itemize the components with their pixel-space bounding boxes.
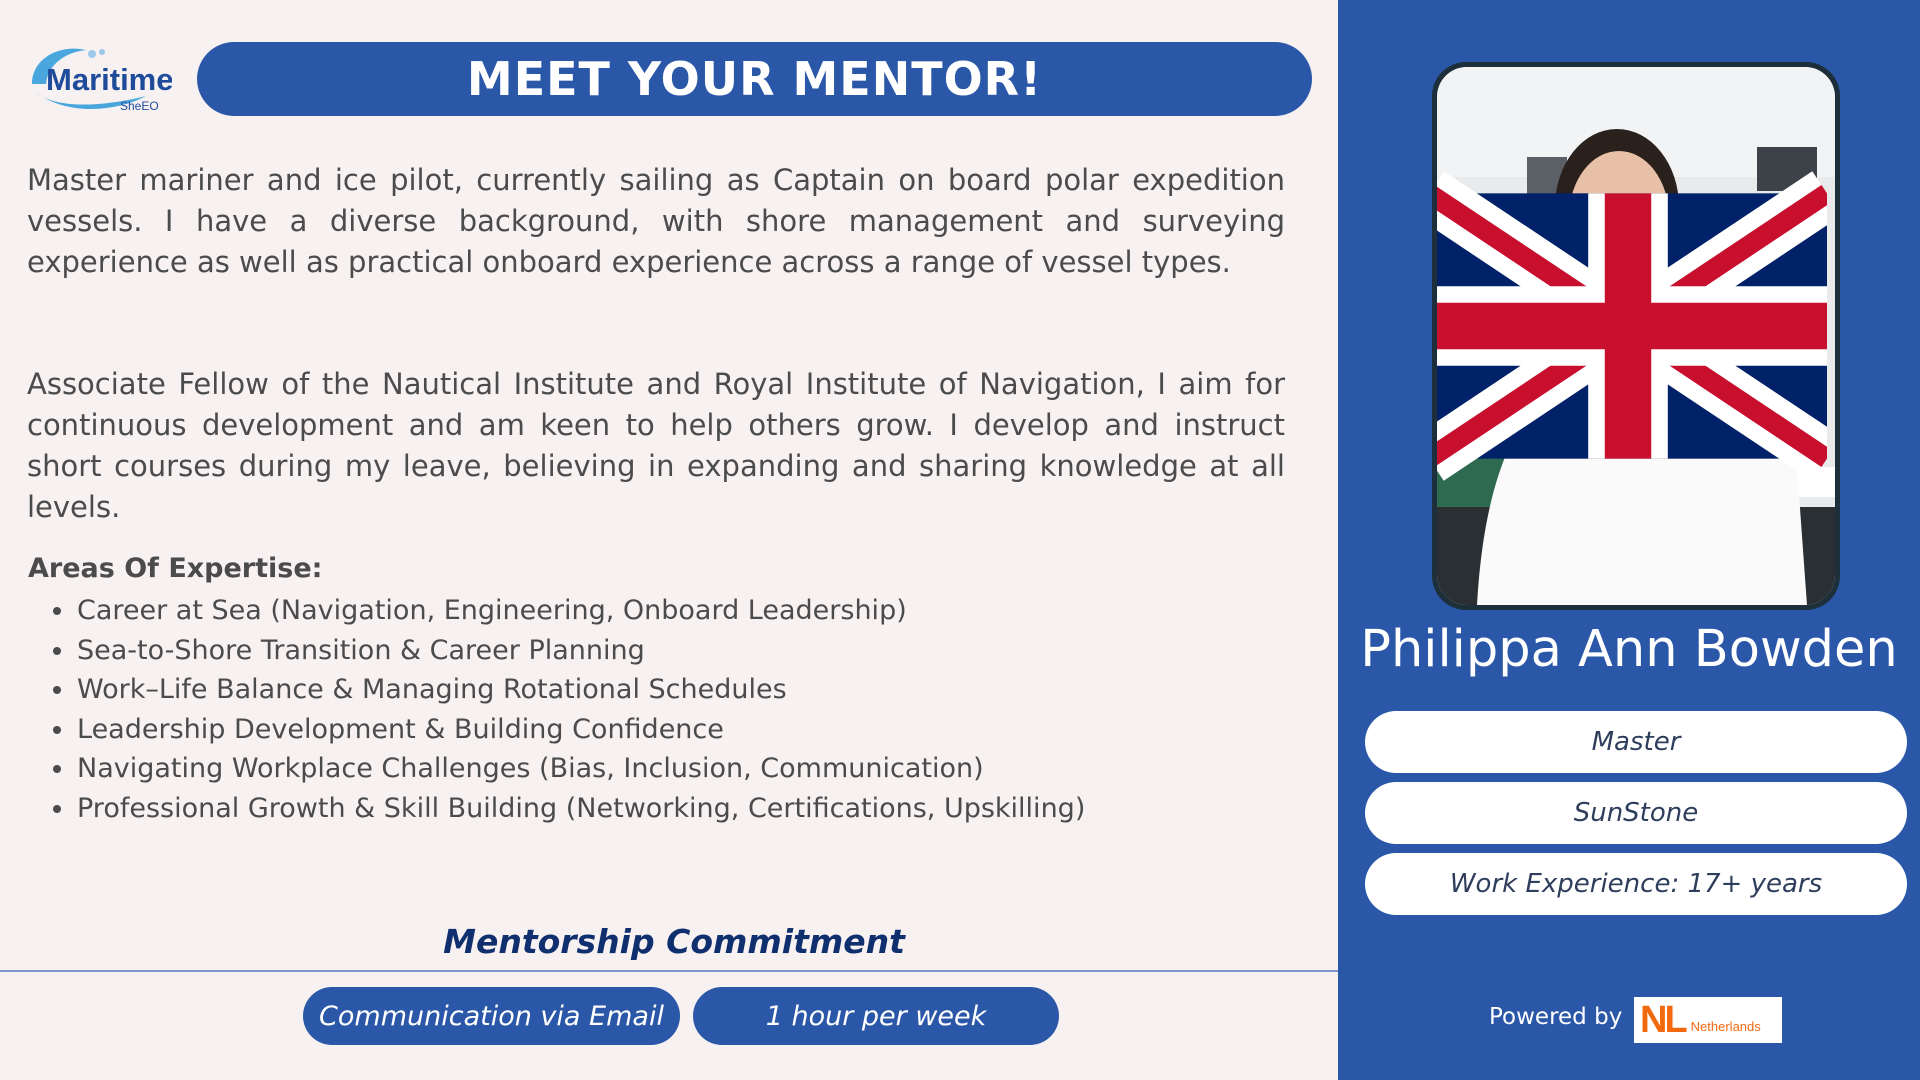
page-title: MEET YOUR MENTOR! (466, 52, 1043, 106)
bio-paragraph-2: Associate Fellow of the Nautical Institute and Royal Institute of Navigation, I aim for continuous development and am keen to help others grow. I develop and instruct short courses during my leave, believing in expanding and sharing knowledge at all levels. (27, 367, 1285, 524)
mentor-experience-badge: Work Experience: 17+ years (1365, 853, 1907, 915)
page-title-banner (197, 42, 1312, 116)
powered-by-text: Powered by (1489, 1004, 1623, 1030)
mentor-photo-frame (1432, 62, 1840, 610)
commitment-badge-email: Communication via Email (303, 987, 680, 1045)
list-item: • Leadership Development & Building Confidence (76, 710, 1085, 750)
mentor-name: Philippa Ann Bowden (1360, 620, 1898, 679)
list-item: • Work–Life Balance & Managing Rotational Schedules (76, 670, 1085, 710)
maritime-sheeo-logo (26, 40, 172, 116)
divider (0, 970, 1338, 972)
logo-brand-text: Maritime (46, 62, 172, 97)
list-item: • Sea-to-Shore Transition & Career Planning (76, 631, 1085, 671)
expertise-heading: Areas Of Expertise: (28, 553, 323, 584)
mentor-company-badge: SunStone (1365, 782, 1907, 844)
list-item: • Career at Sea (Navigation, Engineering, Onboard Leadership) (76, 591, 1085, 631)
nl-netherlands-logo (1634, 997, 1782, 1043)
nl-logo-mark: NL (1640, 998, 1685, 1041)
uk-flag-icon (1437, 67, 1827, 595)
commitment-badge-hours: 1 hour per week (693, 987, 1059, 1045)
list-item: • Navigating Workplace Challenges (Bias, Inclusion, Communication) (76, 749, 1085, 789)
mentor-photo (1437, 67, 1835, 605)
logo-sub-text: SheEO (120, 99, 159, 113)
list-item: • Professional Growth & Skill Building (Networking, Certifications, Upskilling) (76, 789, 1085, 829)
nl-logo-text: Netherlands (1690, 1018, 1761, 1034)
bio-paragraph-1: Master mariner and ice pilot, currently sailing as Captain on board polar expedition vessels. I have a diverse background, with shore management and surveying experience as well as practical onboard experience across a range of vessel types. (27, 163, 1285, 279)
mentor-role-badge: Master (1365, 711, 1907, 773)
commitment-heading: Mentorship Commitment (443, 922, 905, 961)
expertise-list (76, 591, 1085, 828)
